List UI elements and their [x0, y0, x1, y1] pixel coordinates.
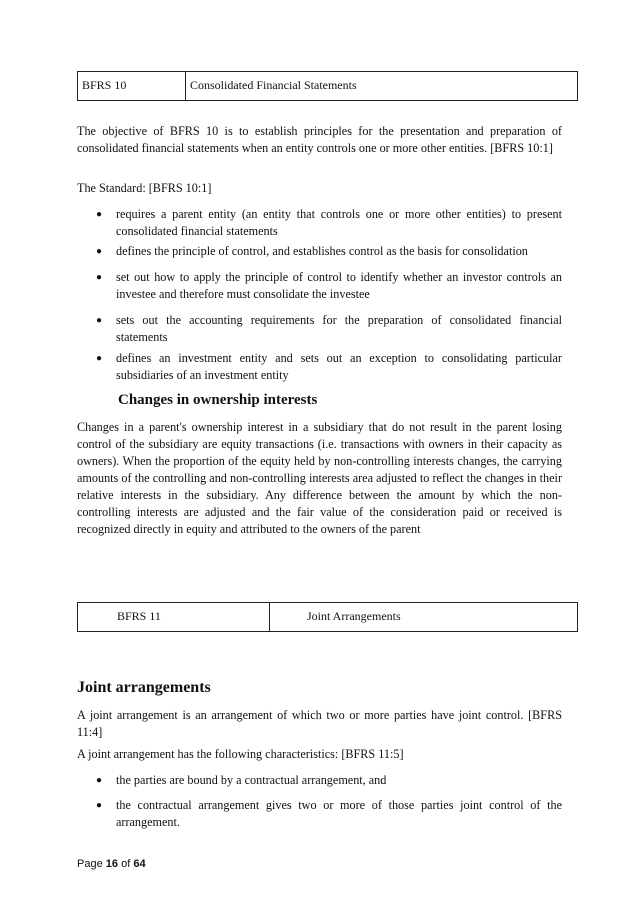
list-item	[96, 797, 562, 831]
page-footer	[77, 858, 146, 870]
paragraph-joint: A joint arrangement is an arrangement of which two or more parties have joint control. [BFRS 11:4]	[77, 708, 562, 739]
footer-page-total: 64	[133, 858, 146, 870]
list-item-text: defines the principle of control, and establishes control as the basis for consolidation	[116, 244, 528, 258]
heading-ownership: Changes in ownership interests	[118, 392, 318, 408]
paragraph-characteristics: A joint arrangement has the following characteristics: [BFRS 11:5]	[77, 747, 404, 761]
bullet-icon: ●	[96, 353, 103, 364]
list-item	[96, 243, 562, 260]
paragraph-standard: The Standard: [BFRS 10:1]	[77, 181, 212, 195]
list-item-text: sets out the accounting requirements for the preparation of consolidated financial statements	[116, 313, 562, 344]
footer-of-word: of	[121, 858, 131, 870]
bullet-icon: ●	[96, 775, 103, 786]
table-cell-title: Consolidated Financial Statements	[190, 78, 357, 92]
standard-table-bfrs10	[77, 71, 578, 101]
list-item	[96, 269, 562, 303]
list-item	[96, 772, 562, 789]
list-item-text: the parties are bound by a contractual arrangement, and	[116, 773, 387, 787]
paragraph-ownership: Changes in a parent's ownership interest in a subsidiary that do not result in the parent losing control of the subsidiary are equity transactions (i.e. transactions with owners in their capacity as owners). When the proportion of the equity held by non-controlling interests changes, the carrying amounts of the controlling and non-controlling interests area adjusted to reflect the changes in their relative interests in the subsidiary. Any difference between the amount by which the non-controlling interests are adjusted and the fair value of the consideration paid or received is recognized directly in equity and attributed to the owners of the parent	[77, 420, 562, 536]
standard-table-bfrs11	[77, 602, 578, 632]
list-item-text: defines an investment entity and sets out an exception to consolidating particular subsidiaries of an investment entity	[116, 351, 562, 382]
paragraph-objective: The objective of BFRS 10 is to establish principles for the presentation and preparation of consolidated financial statements when an entity controls one or more other entities. [BFRS 10:1]	[77, 124, 562, 155]
table-cell-code: BFRS 11	[78, 603, 270, 631]
heading-joint: Joint arrangements	[77, 679, 211, 696]
list-item	[96, 350, 562, 384]
list-item	[96, 206, 562, 240]
list-item	[96, 312, 562, 346]
bullet-icon: ●	[96, 800, 103, 811]
list-item-text: set out how to apply the principle of control to identify whether an investor controls an investee and therefore must consolidate the investee	[116, 270, 562, 301]
table-cell-code: BFRS 10	[78, 72, 186, 100]
footer-page-number: 16	[105, 858, 119, 870]
list-item-text: requires a parent entity (an entity that controls one or more other entities) to present consolidated financial statements	[116, 207, 562, 238]
bullet-icon: ●	[96, 209, 103, 220]
bullet-icon: ●	[96, 315, 103, 326]
footer-page-word: Page	[77, 858, 103, 870]
table-cell-title: Joint Arrangements	[307, 609, 401, 623]
bullet-icon: ●	[96, 246, 103, 257]
list-item-text: the contractual arrangement gives two or more of those parties joint control of the arrangement.	[116, 798, 562, 829]
bullet-icon: ●	[96, 272, 103, 283]
